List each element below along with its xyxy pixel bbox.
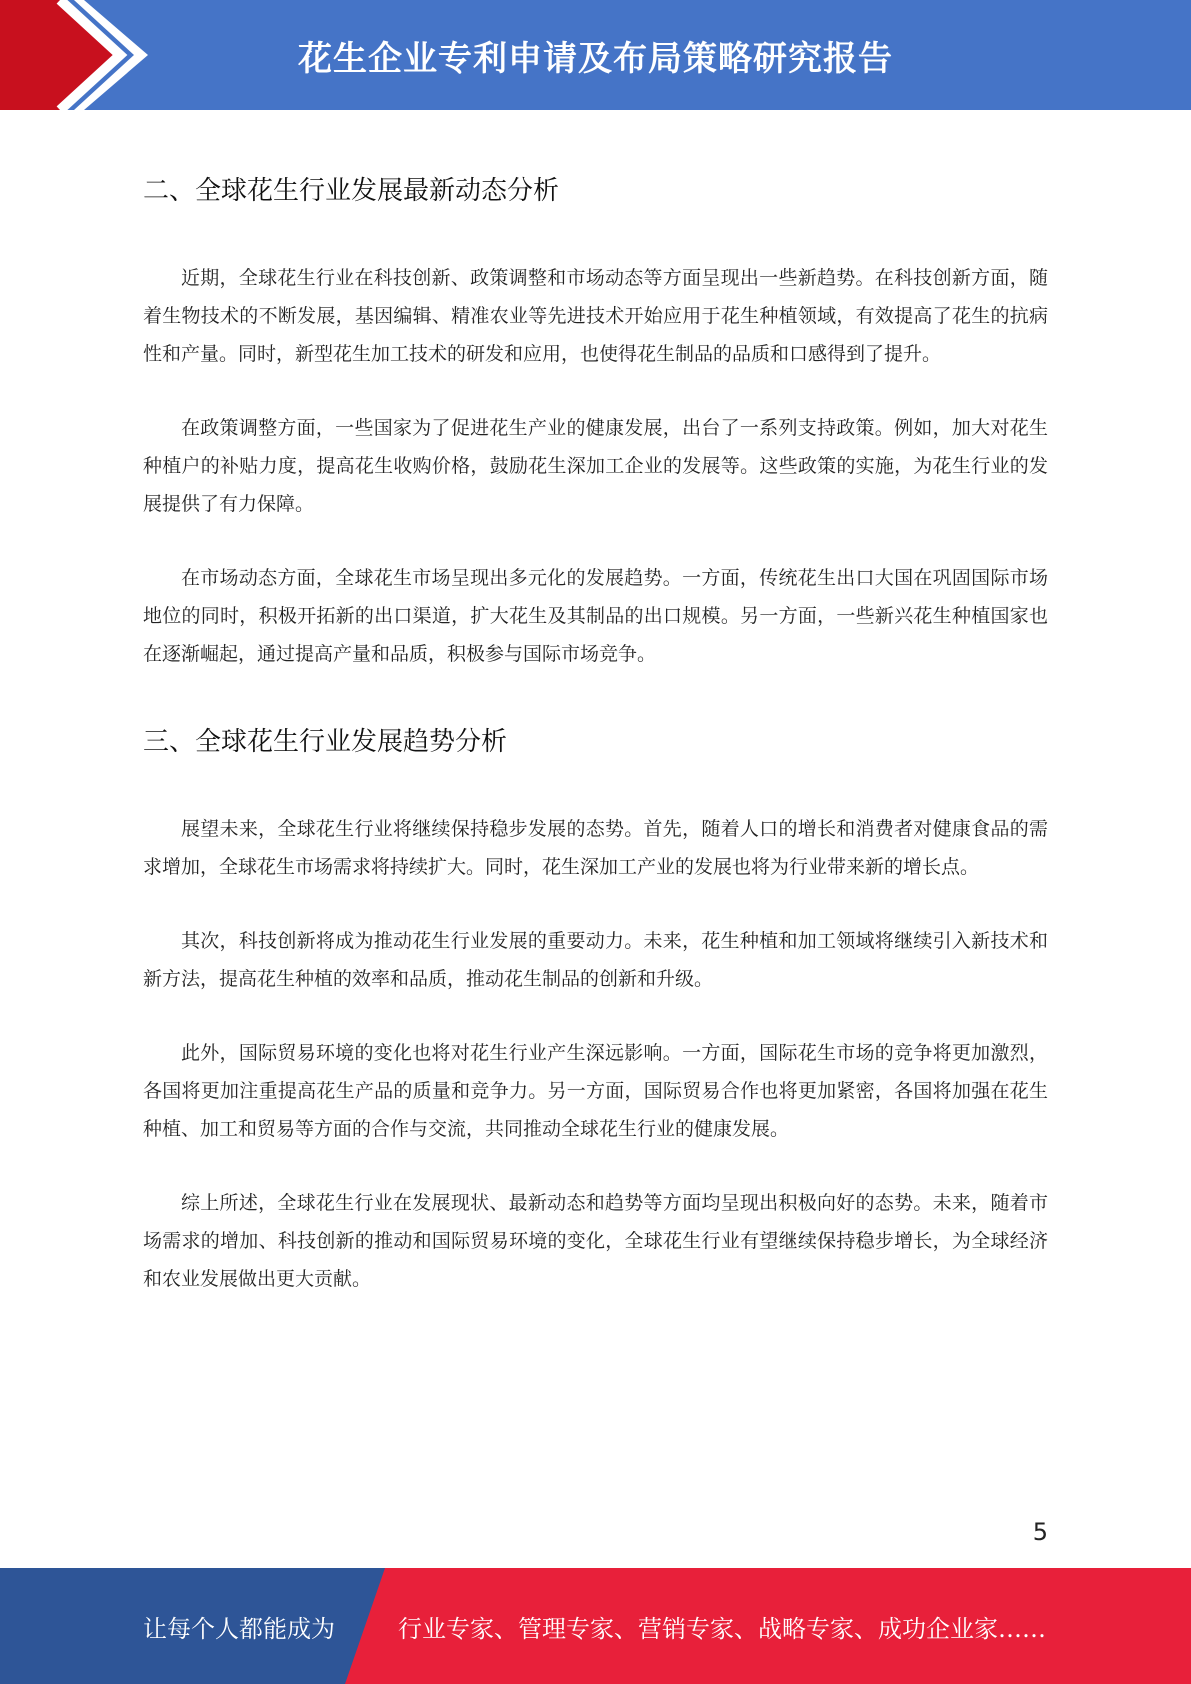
footer-slogan-left: 让每个人都能成为 [143, 1614, 335, 1643]
page-footer [0, 1568, 1191, 1684]
footer-slogan-right: 行业专家、管理专家、营销专家、战略专家、成功企业家…… [398, 1614, 1046, 1643]
paragraph: 其次，科技创新将成为推动花生行业发展的重要动力。未来，花生种植和加工领域将继续引入新技术和新方法，提高花生种植的效率和品质，推动花生制品的创新和升级。 [143, 930, 1048, 990]
page-number: 5 [1032, 1518, 1048, 1546]
paragraph: 展望未来，全球花生行业将继续保持稳步发展的态势。首先，随着人口的增长和消费者对健康食品的需求增加，全球花生市场需求将持续扩大。同时，花生深加工产业的发展也将为行业带来新的增长点。 [143, 818, 1048, 878]
section-heading: 二、全球花生行业发展最新动态分析 [143, 176, 560, 206]
paragraph: 综上所述，全球花生行业在发展现状、最新动态和趋势等方面均呈现出积极向好的态势。未来，随着市场需求的增加、科技创新的推动和国际贸易环境的变化，全球花生行业有望继续保持稳步增长，为全球经济和农业发展做出更大贡献。 [143, 1192, 1048, 1290]
paragraph: 在市场动态方面，全球花生市场呈现出多元化的发展趋势。一方面，传统花生出口大国在巩固国际市场地位的同时，积极开拓新的出口渠道，扩大花生及其制品的出口规模。另一方面，一些新兴花生种植国家也在逐渐崛起，通过提高产量和品质，积极参与国际市场竞争。 [143, 567, 1048, 665]
header-arrow-decoration [0, 0, 160, 110]
paragraph: 近期，全球花生行业在科技创新、政策调整和市场动态等方面呈现出一些新趋势。在科技创新方面，随着生物技术的不断发展，基因编辑、精准农业等先进技术开始应用于花生种植领域，有效提高了花生的抗病性和产量。同时，新型花生加工技术的研发和应用，也使得花生制品的品质和口感得到了提升。 [143, 267, 1048, 365]
paragraph: 此外，国际贸易环境的变化也将对花生行业产生深远影响。一方面，国际花生市场的竞争将更加激烈，各国将更加注重提高花生产品的质量和竞争力。另一方面，国际贸易合作也将更加紧密，各国将加强在花生种植、加工和贸易等方面的合作与交流，共同推动全球花生行业的健康发展。 [143, 1042, 1048, 1140]
main-content [143, 170, 1048, 1298]
page-header [0, 0, 1191, 110]
section-heading: 三、全球花生行业发展趋势分析 [143, 727, 508, 757]
paragraph: 在政策调整方面，一些国家为了促进花生产业的健康发展，出台了一系列支持政策。例如，加大对花生种植户的补贴力度，提高花生收购价格，鼓励花生深加工企业的发展等。这些政策的实施，为花生行业的发展提供了有力保障。 [143, 417, 1048, 515]
report-title: 花生企业专利申请及布局策略研究报告 [298, 38, 893, 79]
